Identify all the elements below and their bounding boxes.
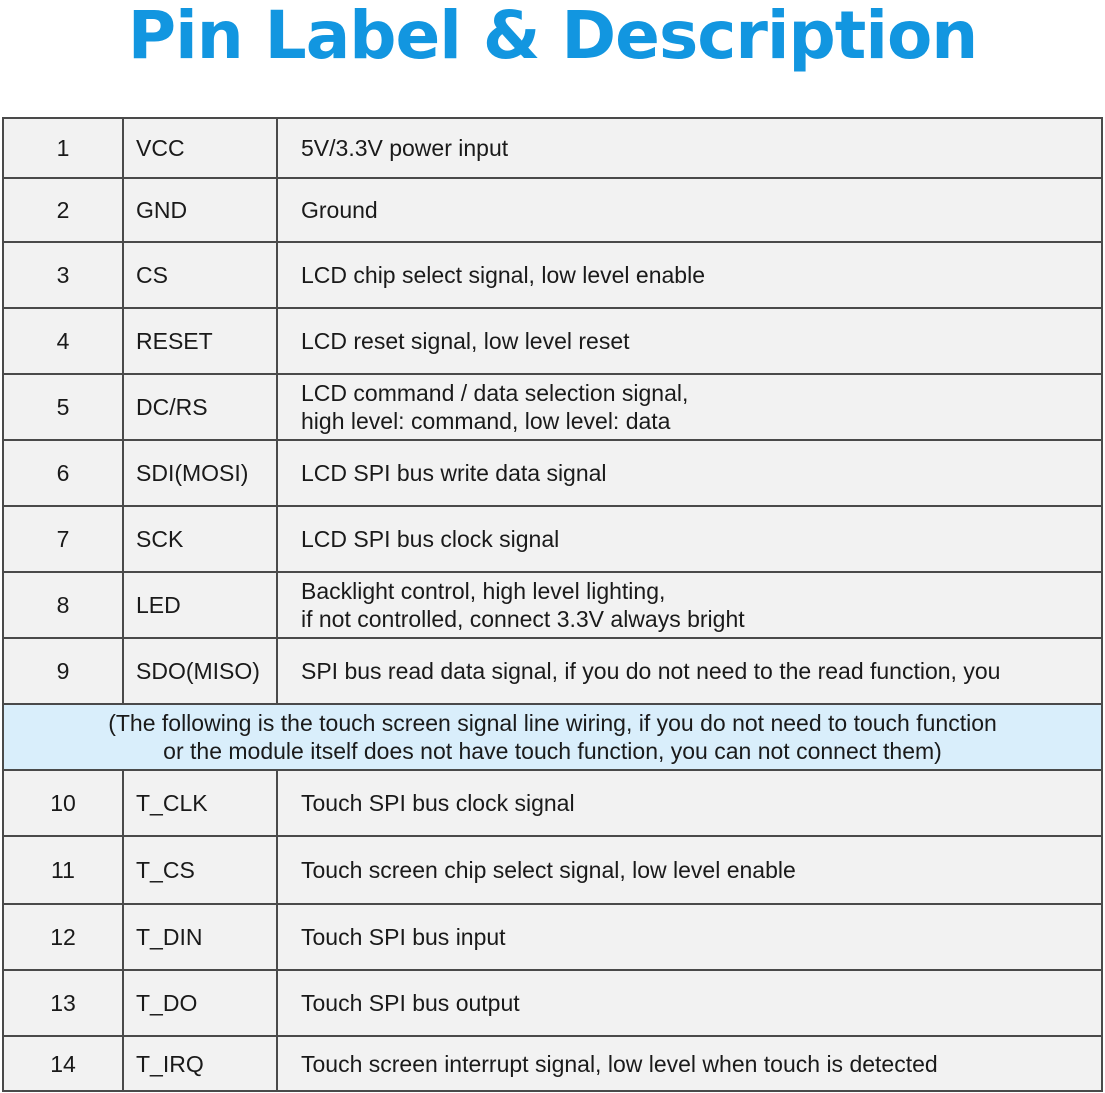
pin-description: [277, 178, 1102, 242]
pin-number: 9: [3, 638, 123, 704]
pin-description-line: LCD chip select signal, low level enable: [301, 262, 705, 288]
pin-number: 11: [3, 836, 123, 904]
pin-number: 14: [3, 1036, 123, 1091]
table-row: [3, 970, 1102, 1036]
table-row: [3, 374, 1102, 440]
pin-label: SDI(MOSI): [123, 440, 277, 506]
table-row: [3, 118, 1102, 178]
table-row: [3, 1036, 1102, 1091]
pin-number: 7: [3, 506, 123, 572]
pin-description-line: 5V/3.3V power input: [301, 135, 509, 161]
pin-description-line: LCD reset signal, low level reset: [301, 328, 630, 354]
pin-number: 5: [3, 374, 123, 440]
pin-description-line: Touch SPI bus output: [301, 990, 520, 1016]
pin-description-line: LCD SPI bus clock signal: [301, 526, 560, 552]
pin-label: DC/RS: [123, 374, 277, 440]
pin-label: SCK: [123, 506, 277, 572]
pin-description-line: Ground: [301, 197, 378, 223]
pin-number: 13: [3, 970, 123, 1036]
pin-description: [277, 1036, 1102, 1091]
pin-number: 3: [3, 242, 123, 308]
pin-label: T_CS: [123, 836, 277, 904]
pin-label: RESET: [123, 308, 277, 374]
pin-description: [277, 506, 1102, 572]
touch-note-line: (The following is the touch screen signal line wiring, if you do not need to touch function: [108, 710, 997, 736]
pin-description: [277, 374, 1102, 440]
pin-description-line: LCD SPI bus write data signal: [301, 460, 607, 486]
pin-description-line: SPI bus read data signal, if you do not need to the read function, you: [301, 658, 1001, 684]
table-row: [3, 178, 1102, 242]
pin-description-line: LCD command / data selection signal,: [301, 380, 689, 406]
table-row: [3, 572, 1102, 638]
pin-description: [277, 440, 1102, 506]
pin-number: 2: [3, 178, 123, 242]
pin-description: [277, 638, 1102, 704]
pin-description-line: Touch SPI bus clock signal: [301, 790, 575, 816]
pin-number: 10: [3, 770, 123, 836]
pin-description-line: high level: command, low level: data: [301, 408, 671, 434]
pin-label: T_IRQ: [123, 1036, 277, 1091]
pin-description: [277, 836, 1102, 904]
pin-number: 8: [3, 572, 123, 638]
pin-label: T_DO: [123, 970, 277, 1036]
pin-number: 12: [3, 904, 123, 970]
table-row: [3, 770, 1102, 836]
pin-description: [277, 572, 1102, 638]
table-row: [3, 638, 1102, 704]
pin-label: GND: [123, 178, 277, 242]
pin-description-line: if not controlled, connect 3.3V always bright: [301, 606, 745, 632]
pin-description-line: Backlight control, high level lighting,: [301, 578, 666, 604]
table-row: [3, 904, 1102, 970]
touch-note-line: or the module itself does not have touch function, you can not connect them): [163, 738, 942, 764]
pin-description: [277, 308, 1102, 374]
pin-number: 4: [3, 308, 123, 374]
pin-description: [277, 904, 1102, 970]
pin-label: T_CLK: [123, 770, 277, 836]
pin-label: T_DIN: [123, 904, 277, 970]
pin-description-line: Touch SPI bus input: [301, 924, 506, 950]
pin-number: 1: [3, 118, 123, 178]
pin-description: [277, 770, 1102, 836]
pin-description: [277, 970, 1102, 1036]
table-row: [3, 506, 1102, 572]
touch-note-row: [3, 704, 1102, 770]
pin-table: [2, 117, 1103, 1092]
pin-label: CS: [123, 242, 277, 308]
touch-note: [3, 704, 1102, 770]
pin-label: VCC: [123, 118, 277, 178]
table-row: [3, 836, 1102, 904]
pin-description-line: Touch screen chip select signal, low level enable: [301, 857, 796, 883]
table-row: [3, 440, 1102, 506]
pin-description: [277, 118, 1102, 178]
pin-description-line: Touch screen interrupt signal, low level when touch is detected: [301, 1050, 938, 1077]
pin-number: 6: [3, 440, 123, 506]
pin-description: [277, 242, 1102, 308]
pin-label: SDO(MISO): [123, 638, 277, 704]
table-row: [3, 242, 1102, 308]
pin-table-body: [3, 118, 1102, 1091]
table-row: [3, 308, 1102, 374]
pin-label: LED: [123, 572, 277, 638]
page-title: Pin Label & Description: [127, 0, 978, 74]
